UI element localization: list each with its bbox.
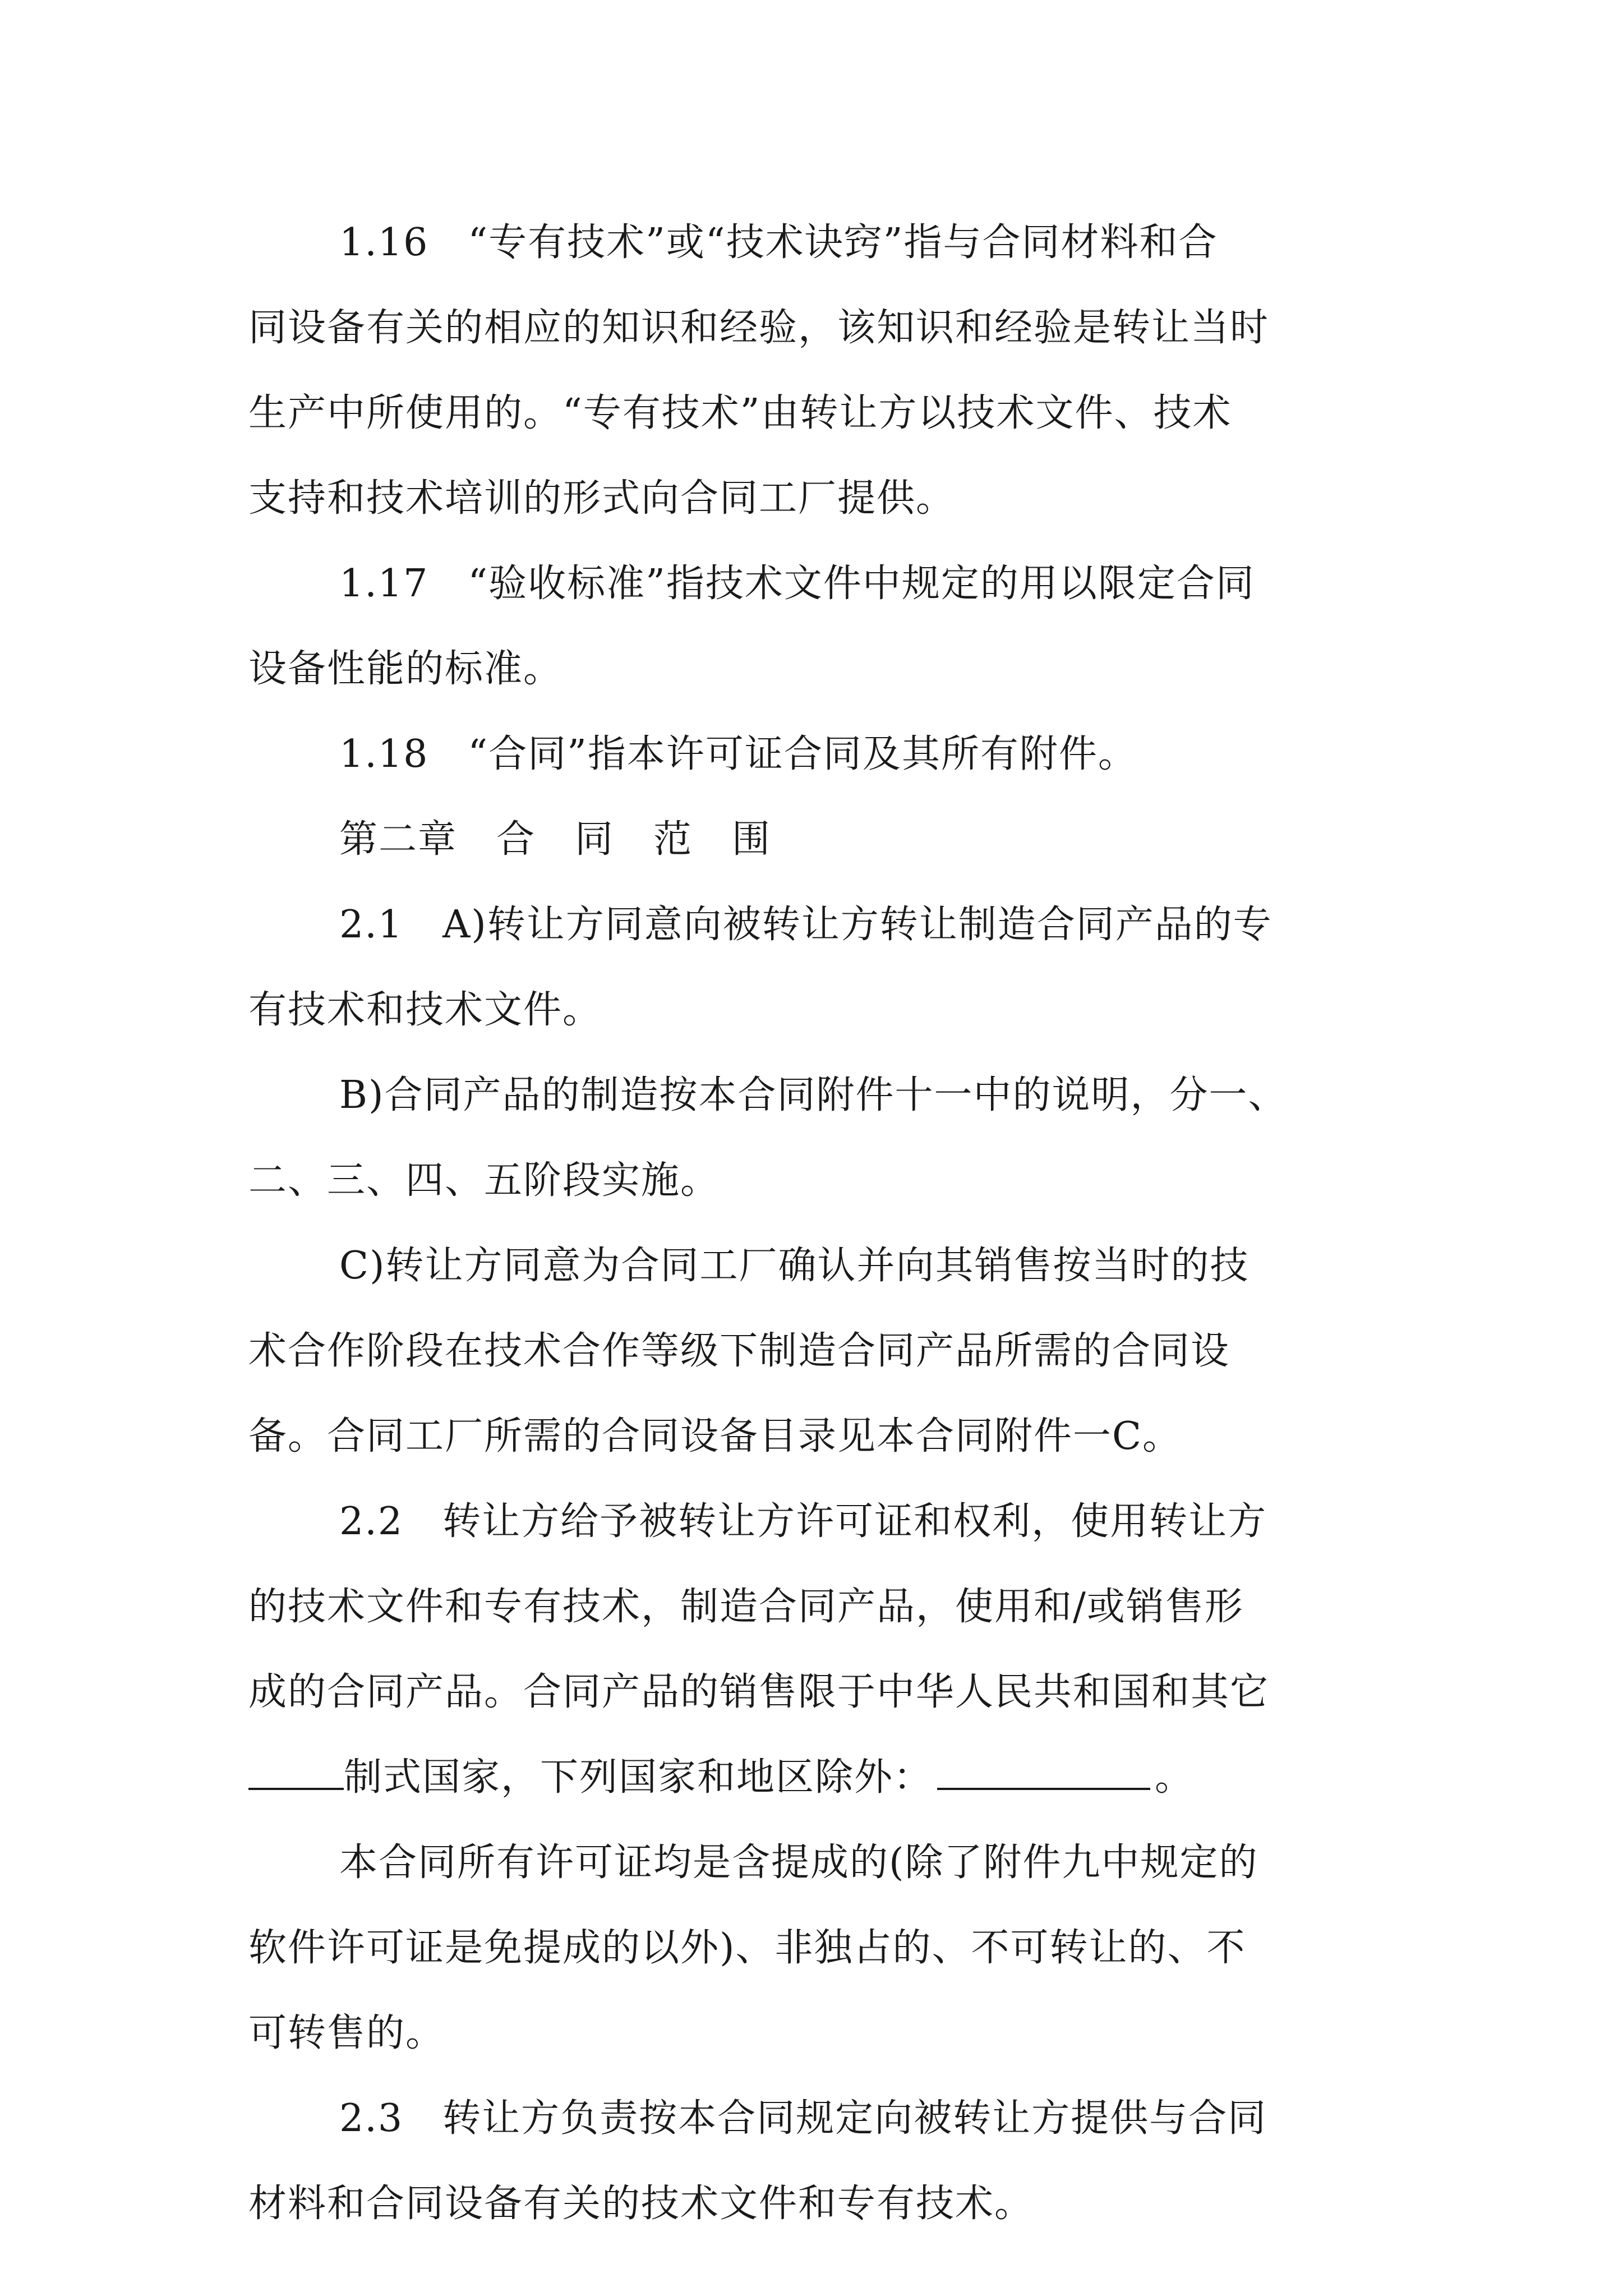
clause-2-3-line-2: 材料和合同设备有关的技术文件和专有技术。 xyxy=(248,2182,1034,2226)
clause-2-1-c-line-2: 术合作阶段在技术合作等级下制造合同产品所需的合同设 xyxy=(248,1329,1230,1373)
clause-2-1-c-line-3: 备。合同工厂所需的合同设备目录见本合同附件一C。 xyxy=(248,1414,1182,1458)
clause-2-1-a-line-2: 有技术和技术文件。 xyxy=(248,988,602,1032)
license-paragraph-line-1: 本合同所有许可证均是含提成的(除了附件九中规定的 xyxy=(339,1841,1258,1885)
clause-1-18: 1.18 “合同”指本许可证合同及其所有附件。 xyxy=(339,732,1137,776)
chapter-2-heading: 第二章 合 同 范 围 xyxy=(339,817,772,862)
clause-1-16-line-1: 1.16 “专有技术”或“技术诀窍”指与合同材料和合 xyxy=(339,220,1218,265)
clause-2-3-line-1: 2.3 转让方负责按本合同规定向被转让方提供与合同 xyxy=(339,2096,1267,2141)
clause-1-16-line-3: 生产中所使用的。“专有技术”由转让方以技术文件、技术 xyxy=(248,391,1232,435)
clause-1-17-line-1: 1.17 “验收标准”指技术文件中规定的用以限定合同 xyxy=(339,562,1255,606)
clause-2-1-a-line-1: 2.1 A)转让方同意向被转让方转让制造合同产品的专 xyxy=(339,903,1272,947)
blank-field xyxy=(248,1753,344,1790)
clause-2-2-line-4-end: 。 xyxy=(1155,1755,1195,1800)
clause-2-2-line-3: 成的合同产品。合同产品的销售限于中华人民共和国和其它 xyxy=(248,1670,1270,1714)
clause-1-16-line-4: 支持和技术培训的形式向合同工厂提供。 xyxy=(248,476,956,521)
clause-2-2-line-4-text: 制式国家，下列国家和地区除外： xyxy=(344,1755,933,1800)
blank-field xyxy=(937,1753,1150,1790)
clause-1-16-line-2: 同设备有关的相应的知识和经验，该知识和经验是转让当时 xyxy=(248,306,1270,350)
clause-2-2-line-4 xyxy=(248,1744,1437,1811)
license-paragraph-line-3: 可转售的。 xyxy=(248,2011,445,2055)
clause-2-2-line-2: 的技术文件和专有技术，制造合同产品，使用和/或销售形 xyxy=(248,1585,1244,1629)
clause-2-1-c-line-1: C)转让方同意为合同工厂确认并向其销售按当时的技 xyxy=(339,1244,1249,1288)
license-paragraph-line-2: 软件许可证是免提成的以外)、非独占的、不可转让的、不 xyxy=(248,1926,1246,1970)
clause-2-2-line-1: 2.2 转让方给予被转让方许可证和权利，使用转让方 xyxy=(339,1499,1267,1544)
clause-2-1-b-line-2: 二、三、四、五阶段实施。 xyxy=(248,1158,720,1203)
clause-1-17-line-2: 设备性能的标准。 xyxy=(248,647,563,691)
clause-2-1-b-line-1: B)合同产品的制造按本合同附件十一中的说明，分一、 xyxy=(339,1073,1288,1117)
